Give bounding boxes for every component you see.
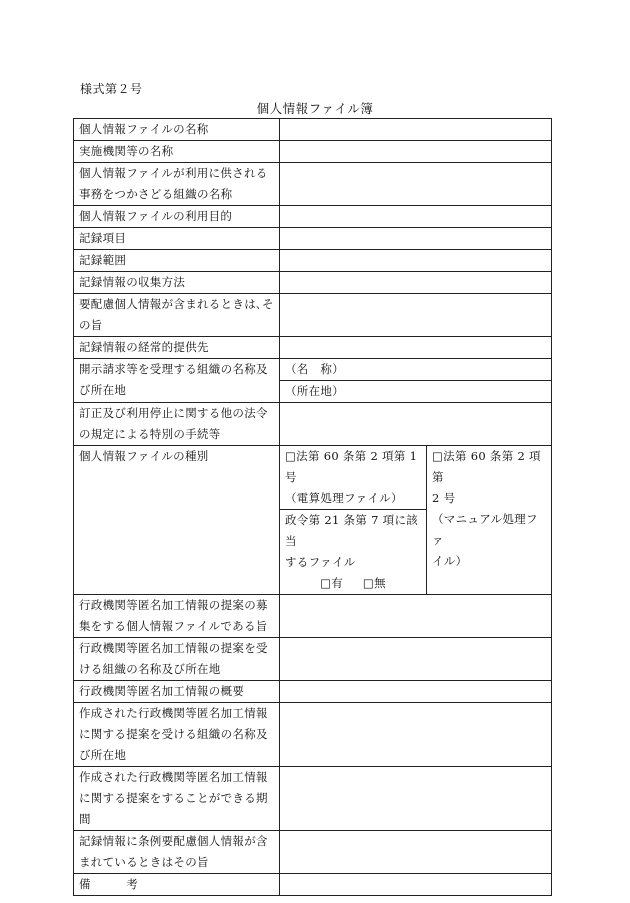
value-anon-overview[interactable] xyxy=(280,681,552,703)
label-ordinance-sensitive-line1: 記録情報に条例要配慮個人情報が含 xyxy=(79,834,268,848)
row-record-scope xyxy=(74,250,552,272)
label-disclosure-line2: び所在地 xyxy=(79,383,127,397)
checkbox-no-icon[interactable]: □ xyxy=(362,576,375,590)
value-remarks[interactable] xyxy=(280,874,552,896)
label-sensitive-line1: 要配慮個人情報が含まれるときは､そ xyxy=(79,297,274,311)
manual-line4: イル） xyxy=(432,554,468,568)
label-record-scope: 記録範囲 xyxy=(74,250,280,272)
ordinance-line2: するファイル xyxy=(285,555,356,569)
value-anon-receive[interactable] xyxy=(280,638,552,681)
row-collection-method xyxy=(74,272,552,294)
label-created-receive-line1: 作成された行政機関等匿名加工情報 xyxy=(79,706,268,720)
label-sensitive-line2: の旨 xyxy=(79,318,103,332)
label-remarks: 備 考 xyxy=(74,874,280,896)
value-organization[interactable] xyxy=(280,163,552,206)
label-ordinance-sensitive xyxy=(74,831,280,874)
value-file-type xyxy=(280,446,552,595)
personal-info-file-register xyxy=(73,118,552,896)
label-organization xyxy=(74,163,280,206)
label-created-period xyxy=(74,767,280,831)
label-correction-line2: の規定による特別の手続等 xyxy=(79,427,221,441)
row-created-receive xyxy=(74,703,552,767)
row-anon-overview xyxy=(74,681,552,703)
label-anon-receive-line1: 行政機関等匿名加工情報の提案を受 xyxy=(79,641,268,655)
label-created-period-line1: 作成された行政機関等匿名加工情報 xyxy=(79,770,268,784)
label-organization-line2: 事務をつかさどる組織の名称 xyxy=(79,187,233,201)
row-regular-recipients xyxy=(74,337,552,359)
label-agency-name: 実施機関等の名称 xyxy=(74,141,280,163)
label-created-period-line3: 間 xyxy=(79,812,91,826)
label-anon-recruit-line1: 行政機関等匿名加工情報の提案の募 xyxy=(79,598,268,612)
form-number: 様式第２号 xyxy=(80,82,143,96)
row-correction xyxy=(74,403,552,446)
label-file-type: 個人情報ファイルの種別 xyxy=(74,446,280,595)
value-anon-recruit[interactable] xyxy=(280,595,552,638)
label-ordinance-sensitive-line2: まれているときはその旨 xyxy=(79,855,209,869)
value-correction[interactable] xyxy=(280,403,552,446)
label-created-receive-line3: び所在地 xyxy=(79,748,127,762)
file-type-electronic[interactable] xyxy=(280,446,427,510)
label-anon-recruit-line2: 集をする個人情報ファイルである旨 xyxy=(79,619,268,633)
row-agency-name xyxy=(74,141,552,163)
file-type-grid xyxy=(280,446,551,594)
label-correction xyxy=(74,403,280,446)
label-correction-line1: 訂正及び利用停止に関する他の法令 xyxy=(79,406,268,420)
no-label: 無 xyxy=(374,576,386,590)
label-collection-method: 記録情報の収集方法 xyxy=(74,272,280,294)
manual-line3: （マニュアル処理ファ xyxy=(432,512,538,547)
row-file-name xyxy=(74,119,552,141)
file-type-manual[interactable] xyxy=(427,446,552,594)
value-created-period[interactable] xyxy=(280,767,552,831)
row-purpose xyxy=(74,206,552,228)
yes-label: 有 xyxy=(331,576,344,590)
checkbox-icon[interactable]: □ xyxy=(285,449,297,463)
row-file-type xyxy=(74,446,552,595)
row-ordinance-sensitive xyxy=(74,831,552,874)
value-purpose[interactable] xyxy=(280,206,552,228)
label-organization-line1: 個人情報ファイルが利用に供される xyxy=(79,166,268,180)
value-record-items[interactable] xyxy=(280,228,552,250)
electronic-line1: □法第 60 条第 2 項第 1 号 xyxy=(285,446,421,488)
row-created-period xyxy=(74,767,552,831)
label-disclosure xyxy=(74,359,280,403)
value-collection-method[interactable] xyxy=(280,272,552,294)
label-anon-receive-line2: ける組織の名称及び所在地 xyxy=(79,662,221,676)
checkbox-yes-icon[interactable]: □ xyxy=(320,576,332,590)
document-title: 個人情報ファイル簿 xyxy=(256,101,374,116)
row-disclosure-name xyxy=(74,359,552,381)
row-remarks xyxy=(74,874,552,896)
value-regular-recipients[interactable] xyxy=(280,337,552,359)
file-type-ordinance xyxy=(280,510,427,595)
label-sensitive xyxy=(74,294,280,337)
row-anon-recruit xyxy=(74,595,552,638)
row-sensitive xyxy=(74,294,552,337)
checkbox-icon[interactable]: □ xyxy=(432,449,444,463)
value-created-receive[interactable] xyxy=(280,703,552,767)
label-record-items: 記録項目 xyxy=(74,228,280,250)
row-anon-receive xyxy=(74,638,552,681)
ordinance-line1: 政令第 21 条第 7 項に該当 xyxy=(285,513,419,548)
label-created-period-line2: に関する提案をすることができる期 xyxy=(79,791,268,805)
value-sensitive[interactable] xyxy=(280,294,552,337)
value-disclosure-name[interactable]: （名 称） xyxy=(280,359,552,381)
row-record-items xyxy=(74,228,552,250)
manual-line1: □法第 60 条第 2 項第 xyxy=(432,446,546,488)
ordinance-yes-no xyxy=(285,573,421,594)
label-file-name: 個人情報ファイルの名称 xyxy=(74,119,280,141)
value-file-name[interactable] xyxy=(280,119,552,141)
label-anon-overview: 行政機関等匿名加工情報の概要 xyxy=(74,681,280,703)
value-record-scope[interactable] xyxy=(280,250,552,272)
label-created-receive-line2: に関する提案を受ける組織の名称及 xyxy=(79,727,268,741)
manual-line2: 2 号 xyxy=(432,491,456,505)
electronic-line2: （電算処理ファイル） xyxy=(285,491,403,505)
label-anon-recruit xyxy=(74,595,280,638)
value-agency-name[interactable] xyxy=(280,141,552,163)
label-disclosure-line1: 開示請求等を受理する組織の名称及 xyxy=(79,362,268,376)
value-ordinance-sensitive[interactable] xyxy=(280,831,552,874)
label-anon-receive xyxy=(74,638,280,681)
row-organization xyxy=(74,163,552,206)
value-disclosure-location[interactable]: （所在地） xyxy=(280,381,552,403)
label-regular-recipients: 記録情報の経常的提供先 xyxy=(74,337,280,359)
label-created-receive xyxy=(74,703,280,767)
label-purpose: 個人情報ファイルの利用目的 xyxy=(74,206,280,228)
